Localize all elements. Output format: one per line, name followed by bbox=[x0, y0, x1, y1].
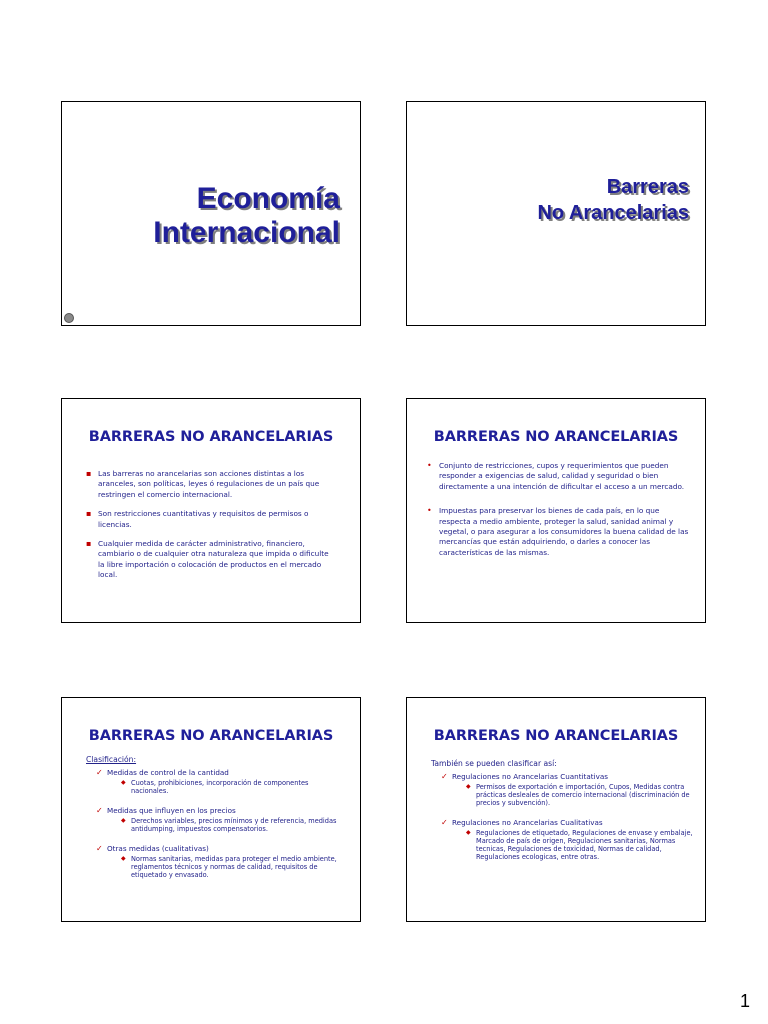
diamond-bullet-icon: ◆ bbox=[121, 817, 126, 824]
bullet-text: Conjunto de restricciones, cupos y requerimientos que pueden responder a exigencias de salud, calidad y seguridad o bien directamente a una intención de dificultar el acceso a un mercado. bbox=[439, 461, 685, 491]
bullet-text: Las barreras no arancelarias son acciones distintas a los aranceles, son políticas, leyes ó regulaciones de un país que restringen el comercio internacional. bbox=[98, 469, 320, 499]
list-item bbox=[96, 768, 346, 795]
list-item bbox=[441, 772, 697, 807]
slide-1-title-line-2: Internacional bbox=[153, 216, 340, 249]
category-detail bbox=[121, 855, 346, 879]
category-name: Medidas que influyen en los precios bbox=[107, 806, 236, 815]
slide-5-heading: BARRERAS NO ARANCELARIAS bbox=[88, 728, 334, 744]
square-bullet-icon: ▪ bbox=[86, 539, 92, 549]
diamond-bullet-icon: ◆ bbox=[466, 829, 471, 836]
list-item bbox=[84, 509, 336, 530]
slide-6 bbox=[406, 697, 706, 922]
slide-2-title-line-2: No Arancelarias bbox=[537, 202, 689, 224]
checkmark-icon: ✓ bbox=[96, 806, 103, 815]
bullet-text: Son restricciones cuantitativas y requisitos de permisos o licencias. bbox=[98, 509, 309, 529]
square-bullet-icon: ▪ bbox=[86, 469, 92, 478]
list-item bbox=[84, 539, 336, 581]
list-item bbox=[96, 806, 346, 833]
slide-1 bbox=[61, 101, 361, 326]
list-item bbox=[441, 818, 697, 861]
slide-6-heading: BARRERAS NO ARANCELARIAS bbox=[433, 728, 679, 744]
dot-bullet-icon: • bbox=[427, 461, 432, 470]
category-name: Regulaciones no Arancelarias Cuantitativas bbox=[452, 772, 608, 781]
slide-5 bbox=[61, 697, 361, 922]
category-detail bbox=[466, 783, 697, 807]
slide-logo-icon bbox=[64, 313, 74, 323]
page-number: 1 bbox=[739, 991, 750, 1011]
slide-2-title-line-1: Barreras bbox=[606, 176, 689, 198]
detail-text: Cuotas, prohibiciones, incorporación de componentes nacionales. bbox=[131, 779, 309, 795]
slide-5-category-list bbox=[96, 768, 346, 890]
slide-4-bullet-list bbox=[425, 461, 689, 572]
checkmark-icon: ✓ bbox=[96, 844, 103, 853]
slide-4 bbox=[406, 398, 706, 623]
checkmark-icon: ✓ bbox=[96, 768, 103, 777]
list-item bbox=[96, 844, 346, 879]
classification-label: Clasificación: bbox=[86, 755, 137, 764]
slide-3 bbox=[61, 398, 361, 623]
checkmark-icon: ✓ bbox=[441, 772, 448, 781]
slide-2 bbox=[406, 101, 706, 326]
slide-4-heading: BARRERAS NO ARANCELARIAS bbox=[433, 429, 679, 445]
slide-1-title bbox=[153, 182, 340, 250]
slide-1-title-line-1: Economía bbox=[196, 182, 340, 215]
list-item bbox=[84, 469, 336, 500]
lead-text: También se pueden clasificar así: bbox=[431, 759, 557, 768]
diamond-bullet-icon: ◆ bbox=[466, 783, 471, 790]
diamond-bullet-icon: ◆ bbox=[121, 855, 126, 862]
square-bullet-icon: ▪ bbox=[86, 509, 92, 519]
list-item bbox=[425, 506, 689, 558]
slide-2-title bbox=[537, 174, 689, 226]
detail-text: Permisos de exportación e importación, Cupos, Medidas contra prácticas desleales de comercio internacional (discriminación de precios y subvención). bbox=[476, 783, 690, 807]
bullet-text: Impuestas para preservar los bienes de cada país, en lo que respecta a medio ambiente, proteger la salud, sanidad animal y vegetal, o para asegurar a los consumidores la buena calidad de las mercancías que están adquiriendo, o darles a conocer las características de las mismas. bbox=[439, 506, 689, 557]
category-detail bbox=[121, 817, 346, 833]
bullet-text: Cualquier medida de carácter administrativo, financiero, cambiario o de cualquier otra naturaleza que impida o dificulte la libre importación o colocación de productos en el mercado local. bbox=[98, 539, 329, 580]
detail-text: Regulaciones de etiquetado, Regulaciones de envase y embalaje, Marcado de país de origen, Regulaciones sanitarias, Normas tecnicas, Regulaciones de toxicidad, Normas de calidad, Regulaciones ecologicas, entre otras. bbox=[476, 829, 693, 861]
category-name: Regulaciones no Arancelarias Cualitativas bbox=[452, 818, 603, 827]
slide-3-heading: BARRERAS NO ARANCELARIAS bbox=[88, 429, 334, 445]
category-name: Medidas de control de la cantidad bbox=[107, 768, 229, 777]
slide-6-category-list bbox=[441, 772, 697, 872]
category-detail bbox=[121, 779, 346, 795]
list-item bbox=[425, 461, 689, 492]
diamond-bullet-icon: ◆ bbox=[121, 779, 126, 786]
detail-text: Normas sanitarias, medidas para proteger el medio ambiente, reglamentos técnicos y normas de calidad, requisitos de etiquetado y envasado. bbox=[131, 855, 337, 879]
detail-text: Derechos variables, precios mínimos y de referencia, medidas antidumping, impuestos compensatorios. bbox=[131, 817, 337, 833]
category-detail bbox=[466, 829, 697, 861]
category-name: Otras medidas (cualitativas) bbox=[107, 844, 209, 853]
dot-bullet-icon: • bbox=[427, 506, 432, 516]
checkmark-icon: ✓ bbox=[441, 818, 448, 827]
slide-3-bullet-list bbox=[84, 469, 336, 590]
